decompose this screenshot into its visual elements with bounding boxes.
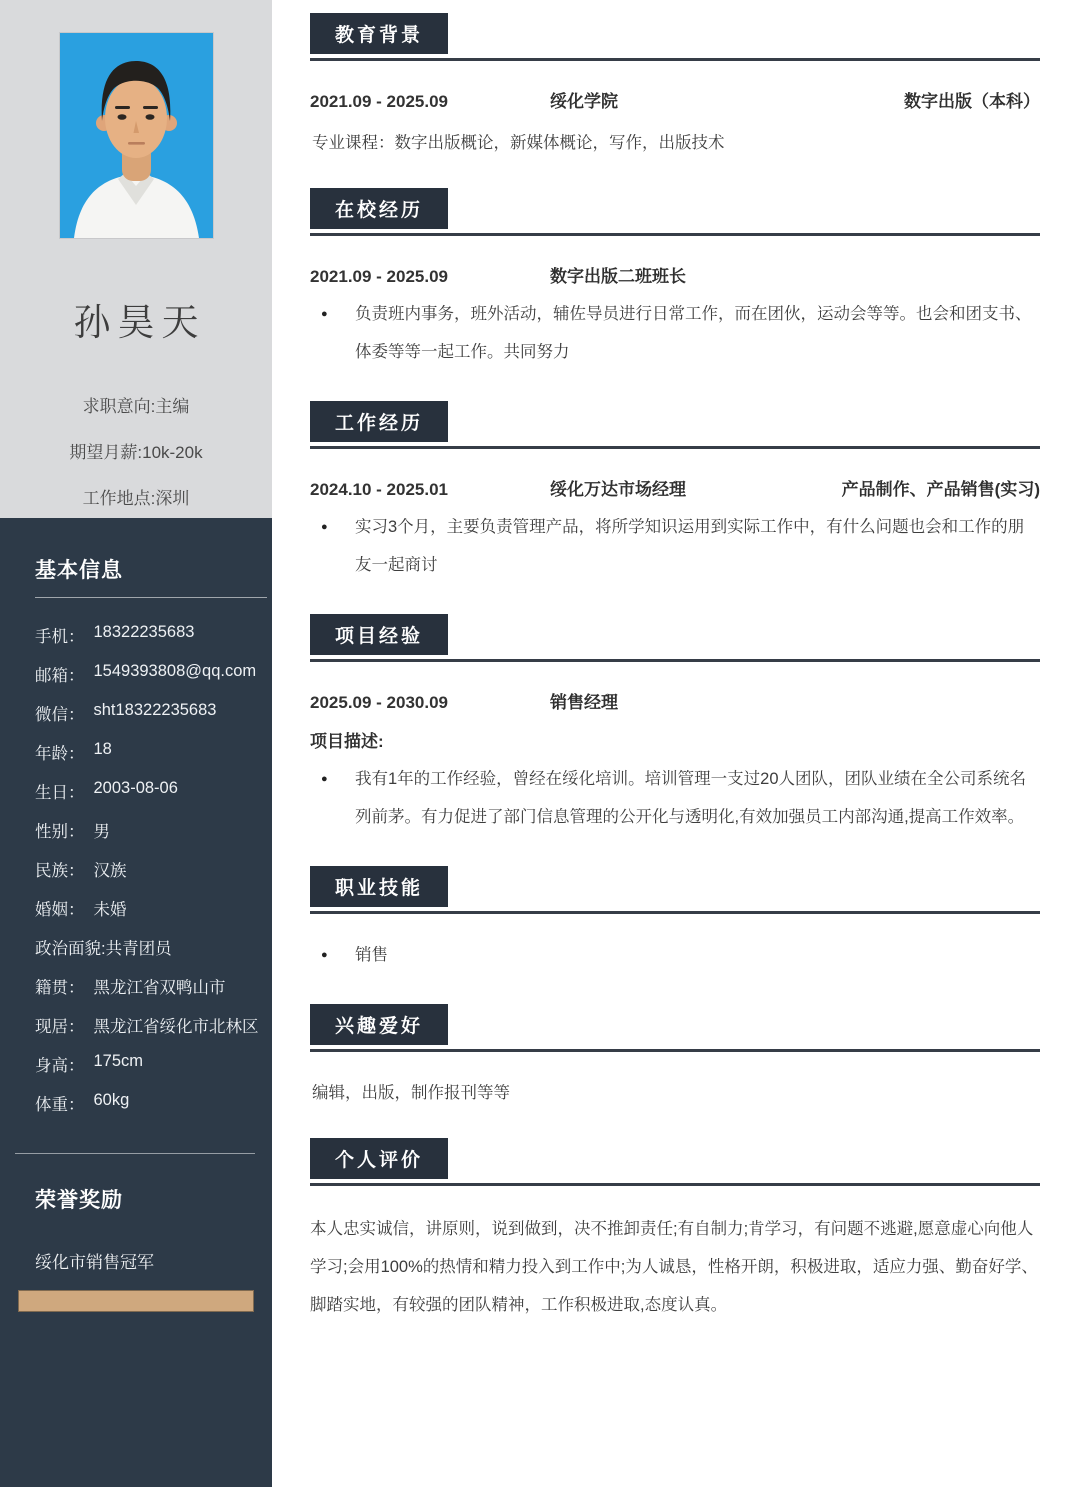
info-item-wechat: [35, 701, 272, 725]
bullet-dot-icon: ●: [321, 521, 328, 533]
honor-item: 绥化市销售冠军: [35, 1253, 154, 1272]
education-row: [310, 87, 1040, 112]
section-header-skills: [310, 866, 1040, 914]
section-evaluation: [310, 1138, 1040, 1324]
info-value: 男: [93, 823, 110, 841]
basic-info-list: [35, 623, 272, 1115]
info-label: 婚姻：: [35, 901, 85, 919]
info-value: 18322235683: [93, 623, 195, 641]
info-label: 现居：: [35, 1018, 85, 1036]
work-experience-row: [310, 475, 1040, 500]
info-value: 175cm: [93, 1052, 144, 1070]
id-photo-illustration: [60, 33, 213, 238]
info-value: sht18322235683: [93, 701, 217, 719]
profile-photo: [60, 33, 213, 238]
info-item-age: [35, 740, 272, 764]
school-experience-row: [310, 262, 1040, 287]
info-item-hometown: [35, 974, 272, 998]
work-experience-tag: 产品制作、产品销售(实习): [841, 480, 1040, 499]
info-label: 年龄：: [35, 745, 85, 763]
section-title-project-experience: 项目经验: [310, 614, 448, 655]
info-label: 政治面貌:: [35, 940, 106, 958]
education-degree: 数字出版（本科）: [904, 92, 1040, 111]
section-project-experience: [310, 614, 1040, 836]
bullet-dot-icon: ●: [321, 308, 328, 320]
info-item-email: [35, 662, 272, 686]
section-title-interests: 兴趣爱好: [310, 1004, 448, 1045]
evaluation-text: 本人忠实诚信，讲原则，说到做到，决不推卸责任;有自制力;肯学习，有问题不逃避,愿意虚心向他人学习;会用100%的热情和精力投入到工作中;为人诚恳，性格开朗，积极进取，适应力强、勤奋好学、脚踏实地，有较强的团队精神，工作积极进取,态度认真。: [310, 1220, 1038, 1314]
info-value: 1549393808@qq.com: [93, 662, 257, 680]
bullet-dot-icon: ●: [321, 949, 328, 961]
project-experience-bullet: [310, 760, 1040, 836]
work-experience-bullet: [310, 508, 1040, 584]
section-title-work-experience: 工作经历: [310, 401, 448, 442]
section-header-project-experience: [310, 614, 1040, 662]
section-header-education: [310, 13, 1040, 61]
skills-text: 销售: [355, 946, 388, 964]
info-label: 民族：: [35, 862, 85, 880]
expected-salary: 期望月薪:10k-20k: [69, 443, 203, 462]
info-value: 汉族: [93, 862, 127, 880]
profile-section: [0, 0, 272, 518]
info-value: 黑龙江省双鸭山市: [93, 979, 226, 997]
section-education: [310, 13, 1040, 158]
school-experience-period: 2021.09 - 2025.09: [310, 267, 449, 286]
info-item-birthday: [35, 779, 272, 803]
education-school: 绥化学院: [550, 92, 618, 111]
info-item-residence: [35, 1013, 272, 1037]
info-label: 籍贯：: [35, 979, 85, 997]
section-work-experience: [310, 401, 1040, 584]
accent-bar: [18, 1290, 254, 1312]
work-experience-period: 2024.10 - 2025.01: [310, 480, 449, 499]
section-skills: [310, 866, 1040, 974]
info-label: 微信：: [35, 706, 85, 724]
info-item-gender: [35, 818, 272, 842]
basic-info-panel: [0, 518, 272, 1487]
info-item-marital: [35, 896, 272, 920]
section-title-education: 教育背景: [310, 13, 448, 54]
info-item-weight: [35, 1091, 272, 1115]
section-title-skills: 职业技能: [310, 866, 448, 907]
work-location: 工作地点:深圳: [82, 489, 190, 508]
candidate-name: 孙昊天: [73, 302, 206, 343]
section-header-work-experience: [310, 401, 1040, 449]
school-experience-role: 数字出版二班班长: [550, 267, 686, 286]
honors-title: 荣誉奖励: [35, 1189, 123, 1212]
section-title-school-experience: 在校经历: [310, 188, 448, 229]
info-item-phone: [35, 623, 272, 647]
sidebar-divider: [15, 1153, 255, 1154]
project-description-label: 项目描述:: [310, 732, 384, 751]
info-value: 黑龙江省绥化市北林区: [93, 1018, 259, 1036]
info-label: 性别：: [35, 823, 85, 841]
bullet-dot-icon: ●: [321, 773, 328, 785]
project-experience-text: 我有1年的工作经验，曾经在绥化培训。培训管理一支过20人团队，团队业绩在全公司系统名列前茅。有力促进了部门信息管理的公开化与透明化,有效加强员工内部沟通,提高工作效率。: [355, 770, 1027, 826]
education-period: 2021.09 - 2025.09: [310, 92, 449, 111]
info-value: 共青团员: [105, 940, 172, 958]
info-item-political: [35, 935, 272, 959]
school-experience-bullet: [310, 295, 1040, 371]
section-interests: [310, 1004, 1040, 1108]
work-experience-text: 实习3个月，主要负责管理产品，将所学知识运用到实际工作中，有什么问题也会和工作的朋友一起商讨: [355, 518, 1025, 574]
resume-main: [310, 0, 1040, 1341]
section-header-evaluation: [310, 1138, 1040, 1186]
section-title-evaluation: 个人评价: [310, 1138, 448, 1179]
info-label: 体重：: [35, 1096, 85, 1114]
job-intent: 求职意向:主编: [82, 397, 190, 416]
info-value: 未婚: [93, 901, 127, 919]
skills-bullet: [310, 936, 1040, 974]
section-header-school-experience: [310, 188, 1040, 236]
info-item-ethnicity: [35, 857, 272, 881]
education-courses: 专业课程：数字出版概论，新媒体概论，写作，出版技术: [312, 134, 725, 152]
info-value: 60kg: [93, 1091, 130, 1109]
project-experience-period: 2025.09 - 2030.09: [310, 693, 449, 712]
info-label: 生日：: [35, 784, 85, 802]
school-experience-text: 负责班内事务，班外活动，辅佐导员进行日常工作，而在团伙，运动会等等。也会和团支书、体委等等一起工作。共同努力: [355, 305, 1032, 361]
section-school-experience: [310, 188, 1040, 371]
info-label: 身高：: [35, 1057, 85, 1075]
basic-info-title: 基本信息: [35, 554, 267, 598]
project-experience-row: [310, 688, 1040, 713]
section-header-interests: [310, 1004, 1040, 1052]
project-experience-role: 销售经理: [550, 693, 618, 712]
info-item-height: [35, 1052, 272, 1076]
sidebar: [0, 0, 272, 1487]
info-label: 手机：: [35, 628, 85, 646]
work-experience-role: 绥化万达市场经理: [550, 480, 686, 499]
interests-text: 编辑，出版，制作报刊等等: [312, 1084, 510, 1102]
info-label: 邮箱：: [35, 667, 85, 685]
info-value: 2003-08-06: [93, 779, 178, 797]
info-value: 18: [93, 740, 112, 758]
